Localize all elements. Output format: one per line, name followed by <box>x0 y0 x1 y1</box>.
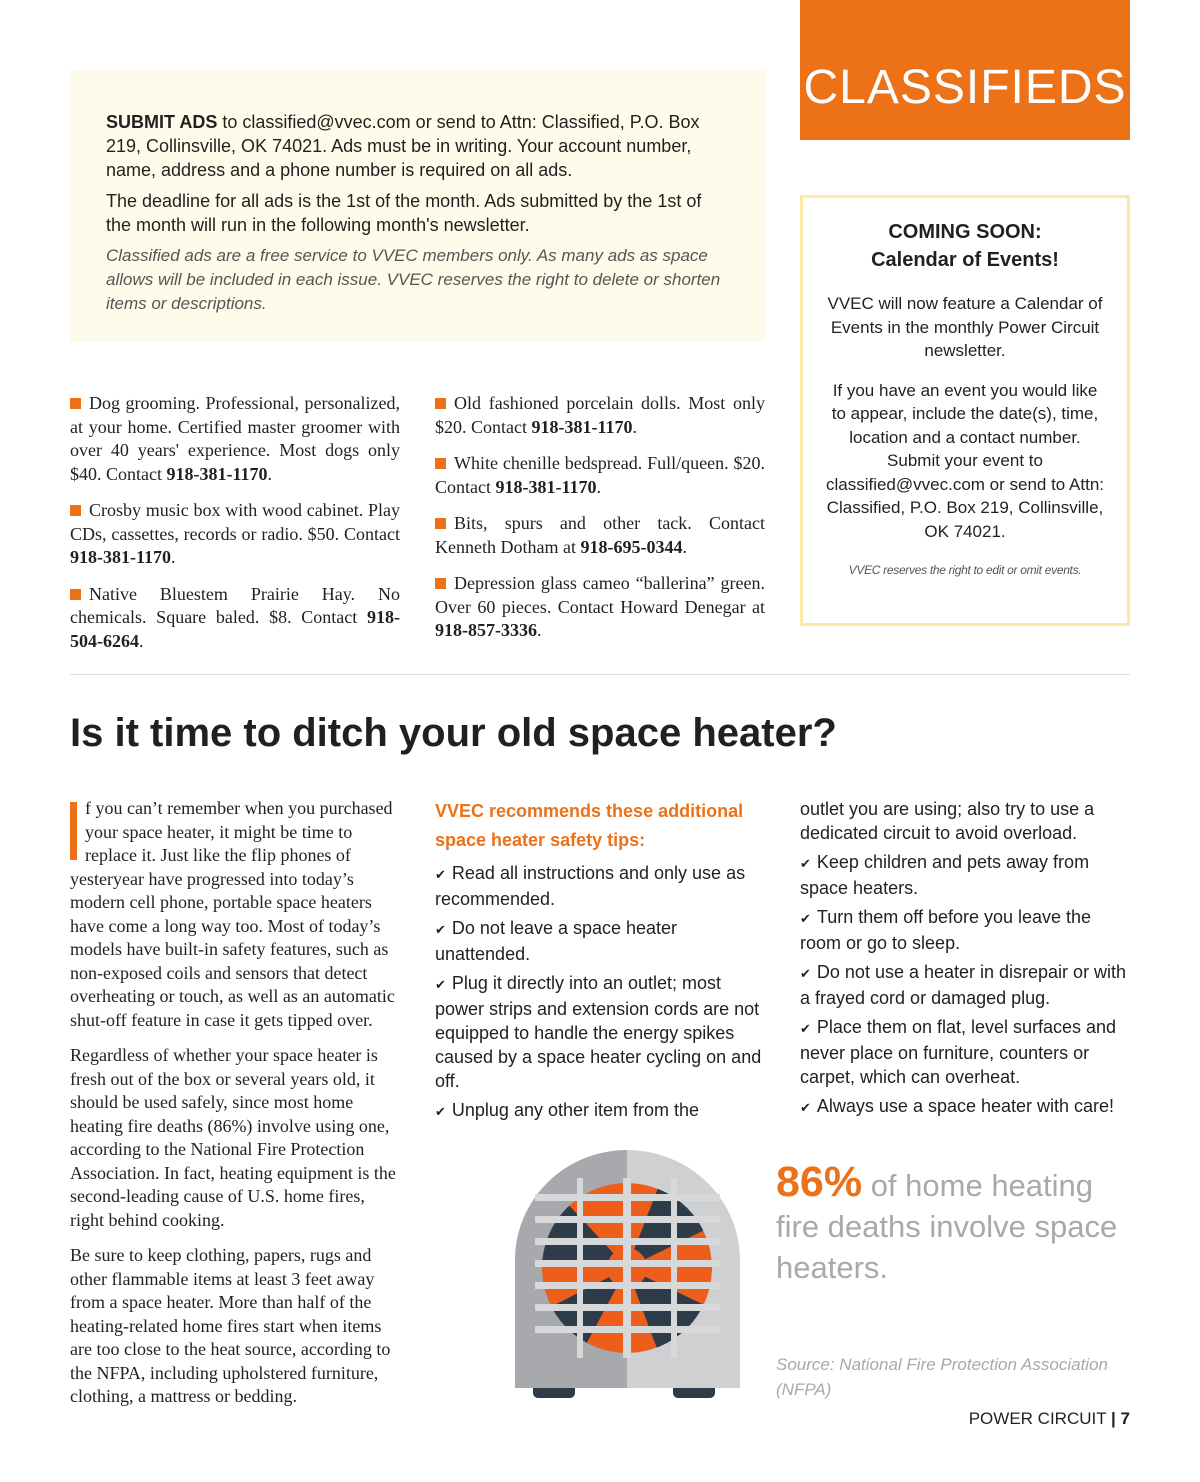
classified-ad <box>435 512 765 559</box>
classified-ad <box>70 392 400 486</box>
ad-end: . <box>139 630 144 651</box>
checkmark-icon: ✔ <box>800 966 811 981</box>
tip-item <box>800 1094 1130 1120</box>
tip-text: Place them on flat, level surfaces and never place on furniture, counters or carpet, which can overheat. <box>800 1017 1117 1087</box>
classified-ad <box>435 452 765 499</box>
tip-item <box>800 905 1130 955</box>
calendar-title-line2: Calendar of Events! <box>871 249 1059 271</box>
checkmark-icon: ✔ <box>435 867 446 882</box>
checkmark-icon: ✔ <box>435 977 446 992</box>
ad-phone: 918-381-1170 <box>166 463 268 484</box>
calendar-fine-print: VVEC reserves the right to edit or omit events. <box>848 563 1082 577</box>
ad-end: . <box>596 476 601 497</box>
tip-item <box>435 1098 770 1124</box>
classified-ad <box>70 583 400 654</box>
tip-item <box>800 1015 1130 1089</box>
ad-text: Bits, spurs and other tack. Contact Kenneth Dotham at <box>435 513 765 557</box>
submit-lead: SUBMIT ADS <box>106 112 218 132</box>
tip-item <box>435 861 770 911</box>
ad-text: Depression glass cameo “ballerina” green. Over 60 pieces. Contact Howard Denegar at <box>435 573 765 617</box>
section-banner <box>800 0 1130 140</box>
section-divider <box>70 674 1130 675</box>
tip-item <box>435 916 770 966</box>
ad-text: Native Bluestem Prairie Hay. No chemicals. Square baled. $8. Contact <box>70 583 400 627</box>
ad-phone: 918-381-1170 <box>531 416 633 437</box>
tip-text: Unplug any other item from the <box>451 1100 700 1120</box>
orange-square-bullet-icon <box>70 398 81 409</box>
tip-text: Always use a space heater with care! <box>816 1096 1115 1116</box>
orange-square-bullet-icon <box>435 578 446 589</box>
article-column-1 <box>70 797 400 1421</box>
ad-end: . <box>632 416 637 437</box>
orange-square-bullet-icon <box>70 589 81 600</box>
submit-instructions <box>106 110 729 182</box>
checkmark-icon: ✔ <box>800 1021 811 1036</box>
submit-ads-box <box>70 70 765 342</box>
drop-cap-i-icon <box>70 802 77 860</box>
checkmark-icon: ✔ <box>800 1100 811 1115</box>
ad-text: White chenille bedspread. Full/queen. $20. Contact <box>435 453 765 497</box>
article-paragraph-1-text: f you can’t remember when you purchased your space heater, it might be time to replace it. Just like the flip phones of yesteryear have progressed into today’s modern cell phone, portable space heaters have come a long way too. Most of today’s models have built-in safety features, such as non-exposed coils and sensors that detect overheating or touch, as well as an automatic shut-off feature in case it gets tipped over. <box>70 798 395 1030</box>
ad-phone: 918-695-0344 <box>580 536 683 557</box>
ad-phone: 918-504-6264 <box>70 607 400 651</box>
publication-name: POWER CIRCUIT <box>968 1409 1107 1428</box>
ad-end: . <box>682 536 687 557</box>
stat-source: Source: National Fire Protection Association (NFPA) <box>776 1355 1108 1399</box>
checkmark-icon: ✔ <box>435 1104 446 1119</box>
article-column-2 <box>435 797 770 1129</box>
tip-text: Plug it directly into an outlet; most power strips and extension cords are not equipped to handle the energy spikes caused by a space heater cycling on and off. <box>435 973 762 1091</box>
orange-square-bullet-icon <box>435 398 446 409</box>
ad-end: . <box>267 463 272 484</box>
ad-text: Crosby music box with wood cabinet. Play CDs, cassettes, records or radio. $50. Contact <box>70 500 400 544</box>
calendar-title <box>825 218 1105 274</box>
ad-text: Old fashioned porcelain dolls. Most only $20. Contact <box>435 393 765 437</box>
calendar-of-events-box <box>800 195 1130 626</box>
tip-continuation: outlet you are using; also try to use a dedicated circuit to avoid overload. <box>800 799 1095 843</box>
stat-callout <box>776 1158 1136 1288</box>
tip-text: Read all instructions and only use as recommended. <box>435 863 746 909</box>
submit-deadline: The deadline for all ads is the 1st of the month. Ads submitted by the 1st of the month will run in the following month's newsletter. <box>106 191 702 235</box>
stat-text: of home heating fire deaths involve space heaters. <box>776 1168 1118 1285</box>
orange-square-bullet-icon <box>70 505 81 516</box>
calendar-title-line1: COMING SOON: <box>888 221 1042 243</box>
space-heater-illustration <box>515 1150 740 1405</box>
page-number: 7 <box>1120 1409 1130 1428</box>
calendar-paragraph-1: VVEC will now feature a Calendar of Events in the monthly Power Circuit newsletter. <box>827 294 1103 360</box>
tip-text: Turn them off before you leave the room or go to sleep. <box>800 907 1092 953</box>
tip-item <box>435 971 770 1093</box>
checkmark-icon: ✔ <box>435 922 446 937</box>
tip-item <box>800 850 1130 900</box>
orange-square-bullet-icon <box>435 518 446 529</box>
article-paragraph-3: Be sure to keep clothing, papers, rugs and other flammable items at least 3 feet away from a space heater. More than half of the heating-related home fires start when items are too close to the heat source, according to the NFPA, including upholstered furniture, clothing, a mattress or bedding. <box>70 1245 391 1406</box>
footer-separator: | <box>1111 1409 1116 1428</box>
tips-heading: VVEC recommends these additional space heater safety tips: <box>435 801 744 850</box>
classified-ad <box>70 499 400 570</box>
classified-ad <box>435 392 765 439</box>
checkmark-icon: ✔ <box>800 856 811 871</box>
ads-column-left <box>70 392 400 666</box>
article-column-3 <box>800 797 1130 1125</box>
submit-line: to classified@vvec.com or send to Attn: Classified, P.O. Box 219, Collinsville, OK 74021. Ads must be in writing. Your account number, name, address and a phone number is required on all ads. <box>106 112 700 180</box>
calendar-paragraph-2: If you have an event you would like to appear, include the date(s), time, location and a contact number. Submit your event to classified@vvec.com or send to Attn: Classified, P.O. Box 219, Collinsville, OK 74021. <box>825 380 1105 541</box>
page-footer <box>940 1408 1130 1430</box>
stat-percent: 86% <box>776 1158 863 1206</box>
article-headline: Is it time to ditch your old space heater? <box>70 711 837 755</box>
ads-column-right <box>435 392 765 656</box>
article-paragraph-2: Regardless of whether your space heater is fresh out of the box or several years old, it should be used safely, since most home heating fire deaths (86%) involve using one, according to the National Fire Protection Association. In fact, heating equipment is the second-leading cause of U.S. home fires, right behind cooking. <box>70 1045 396 1230</box>
tip-text: Do not leave a space heater unattended. <box>435 918 678 964</box>
checkmark-icon: ✔ <box>800 911 811 926</box>
ad-phone: 918-381-1170 <box>70 547 171 567</box>
submit-note: Classified ads are a free service to VVEC members only. As many ads as space allows will be included in each issue. VVEC reserves the right to delete or shorten items or descriptions. <box>106 246 721 313</box>
tip-text: Do not use a heater in disrepair or with a frayed cord or damaged plug. <box>800 962 1127 1008</box>
ad-text: Dog grooming. Professional, personalized, at your home. Certified master groomer with over 40 years' experience. Most dogs only $40. Contact <box>70 393 400 484</box>
section-banner-title: CLASSIFIEDS <box>803 61 1127 114</box>
article-paragraph-1 <box>70 797 400 1032</box>
ad-phone: 918-857-3336 <box>435 620 537 640</box>
ad-end: . <box>537 620 542 640</box>
ad-end: . <box>171 547 176 567</box>
tip-text: Keep children and pets away from space heaters. <box>800 852 1090 898</box>
tip-item <box>800 960 1130 1010</box>
ad-phone: 918-381-1170 <box>495 476 597 497</box>
classified-ad <box>435 572 765 643</box>
orange-square-bullet-icon <box>435 458 446 469</box>
